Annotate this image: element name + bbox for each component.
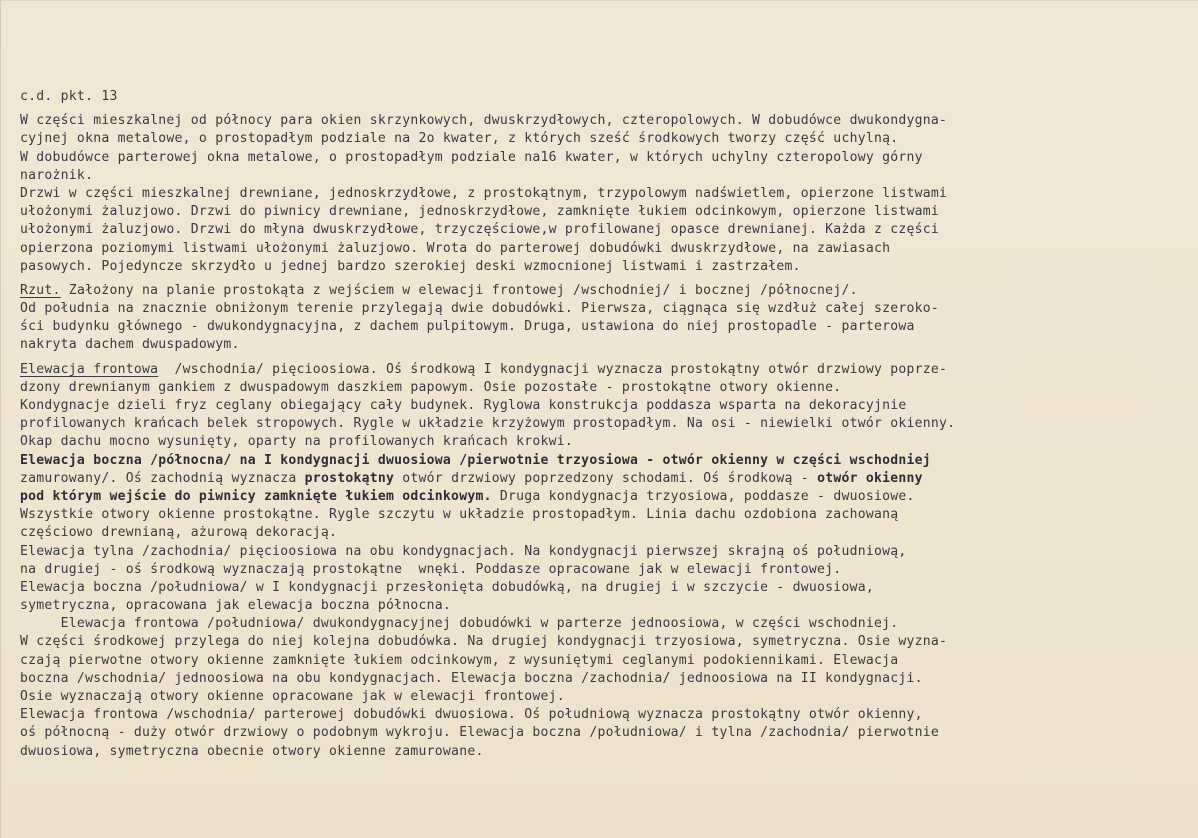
text-line: ści budynku głównego - dwukondygnacyjna, z dachem pulpitowym. Druga, ustawiona do niej prostopadle - parterowa (20, 319, 915, 335)
text-line: W części mieszkalnej od północy para okien skrzynkowych, dwuskrzydłowych, czteropolowych. W dobudówce dwukondygna- (20, 113, 948, 129)
text-run-bold: prostokątny (304, 470, 395, 486)
text-line: czają pierwotne otwory okienne zamknięte łukiem odcinkowym, z wysuniętymi ceglanymi podokiennikami. Elewacja (20, 652, 899, 668)
text-run: otwór drzwiowy poprzedzony schodami. Oś środkową - (394, 470, 818, 486)
section-heading-rzut: Rzut. (20, 282, 61, 298)
text-line: Od południa na znacznie obniżonym terenie przylegają dwie dobudówki. Pierwsza, ciągnąca się wzdłuż całej szeroko- (20, 301, 940, 317)
text-line: Elewacja frontowa /południowa/ dwukondygnacyjnej dobudówki w parterze jednoosiowa, w części wschodniej. (20, 616, 899, 632)
text-line: boczna /wschodnia/ jednoosiowa na obu kondygnacjach. Elewacja boczna /zachodnia/ jednoosiowa na II kondygnacji. (20, 670, 923, 686)
text-line: Kondygnacje dzieli fryz ceglany obiegający cały budynek. Ryglowa konstrukcja poddasza wsparta na dekoracyjnie (20, 398, 907, 413)
text-run-bold: pod którym wejście do piwnicy zamknięte łukiem odcinkowym. (20, 488, 492, 504)
text-line: Osie wyznaczają otwory okienne opracowane jak w elewacji frontowej. (20, 689, 565, 704)
section-heading-elewacja: Elewacja frontowa (20, 361, 159, 377)
document-body (20, 88, 1196, 761)
text-line: W dobudówce parterowej okna metalowe, o prostopadłym podziale na16 kwater, w których uchylny czteropolowy górny (20, 149, 923, 165)
paragraph-windows (20, 112, 1196, 185)
text-run-bold: otwór okienny (817, 470, 923, 486)
text-line: Okap dachu mocno wysunięty, oparty na profilowanych krańcach krokwi. (20, 434, 574, 450)
text-line: częściowo drewnianą, ażurową dekoracją. (20, 525, 338, 541)
text-run: Założony na planie prostokąta z wejściem w elewacji frontowej /wschodniej/ i bocznej /północnej/. (60, 282, 858, 298)
paragraph-elevations (20, 361, 1196, 761)
text-line-bold: Elewacja boczna /północna/ na I kondygnacji dwuosiowa /pierwotnie trzyosiowa - otwór okienny w części wschodniej (20, 452, 931, 468)
text-run: Druga kondygnacja trzyosiowa, poddasze - dwuosiowe. (491, 488, 915, 504)
text-line: narożnik. (20, 167, 94, 183)
text-run: zamurowany/. Oś zachodnią wyznacza (20, 470, 305, 486)
text-line (20, 488, 1196, 506)
text-line: cyjnej okna metalowe, o prostopadłym podziale na 2o kwater, z których sześć środkowych tworzy część uchylną. (20, 131, 899, 147)
text-line: pasowych. Pojedyncze skrzydło u jednej bardzo szerokiej deski wzmocnionej listwami i zastrzałem. (20, 258, 801, 274)
text-line: Elewacja boczna /południowa/ w I kondygnacji przesłonięta dobudówką, na drugiej i w szczycie - dwuosiowa, (20, 579, 874, 595)
text-line: Elewacja frontowa /wschodnia/ parterowej dobudówki dwuosiowa. Oś południową wyznacza prostokątny otwór okienny, (20, 707, 923, 723)
text-line: Drzwi w części mieszkalnej drewniane, jednoskrzydłowe, z prostokątnym, trzypolowym nadświetlem, opierzone listwami (20, 185, 948, 201)
text-line: profilowanych krańcach belek stropowych. Rygle w układzie krzyżowym prostopadłym. Na osi - niewielki otwór okienny. (20, 416, 956, 432)
text-line: nakryta dachem dwuspadowym. (20, 337, 240, 353)
text-line (20, 470, 1196, 488)
text-line: oś północną - duży otwór drzwiowy o podobnym wykroju. Elewacja boczna /południowa/ i tylna /zachodnia/ pierwotnie (20, 725, 940, 741)
text-line: opierzona poziomymi listwami ułożonymi żaluzjowo. Wrota do parterowej dobudówki dwuskrzydłowe, na zawiasach (20, 240, 891, 256)
text-line: ułożonymi żaluzjowo. Drzwi do młyna dwuskrzydłowe, trzyczęściowe,w profilowanej opasce drewnianej. Każda z części (20, 222, 940, 238)
text-line: symetryczna, opracowana jak elewacja boczna północna. (20, 598, 452, 614)
text-line: na drugiej - oś środkową wyznaczają prostokątne wnęki. Poddasze opracowane jak w elewacji frontowej. (20, 561, 842, 577)
text-line: dzony drewnianym gankiem z dwuspadowym daszkiem papowym. Osie pozostałe - prostokątne otwory okienne. (20, 379, 842, 395)
text-line: dwuosiowa, symetryczna obecnie otwory okienne zamurowane. (20, 743, 484, 759)
text-line: W części środkowej przylega do niej kolejna dobudówka. Na drugiej kondygnacji trzyosiowa, symetryczna. Osie wyzna- (20, 634, 948, 650)
paragraph-doors (20, 185, 1196, 276)
text-line (20, 361, 1196, 379)
paragraph-plan (20, 282, 1196, 355)
document-header: c.d. pkt. 13 (20, 89, 118, 104)
text-line: Elewacja tylna /zachodnia/ pięcioosiowa na obu kondygnacjach. Na kondygnacji pierwszej skrajną oś południową, (20, 543, 907, 559)
text-line: Wszystkie otwory okienne prostokątne. Rygle szczytu w układzie prostopadłym. Linia dachu ozdobiona zachowaną (20, 507, 899, 523)
text-run: /wschodnia/ pięcioosiowa. Oś środkową I kondygnacji wyznacza prostokątny otwór drzwiowy poprze- (158, 361, 948, 377)
text-line: ułożonymi żaluzjowo. Drzwi do piwnicy drewniane, jednoskrzydłowe, zamknięte łukiem odcinkowym, opierzone listwami (20, 204, 940, 220)
text-line (20, 282, 1196, 300)
